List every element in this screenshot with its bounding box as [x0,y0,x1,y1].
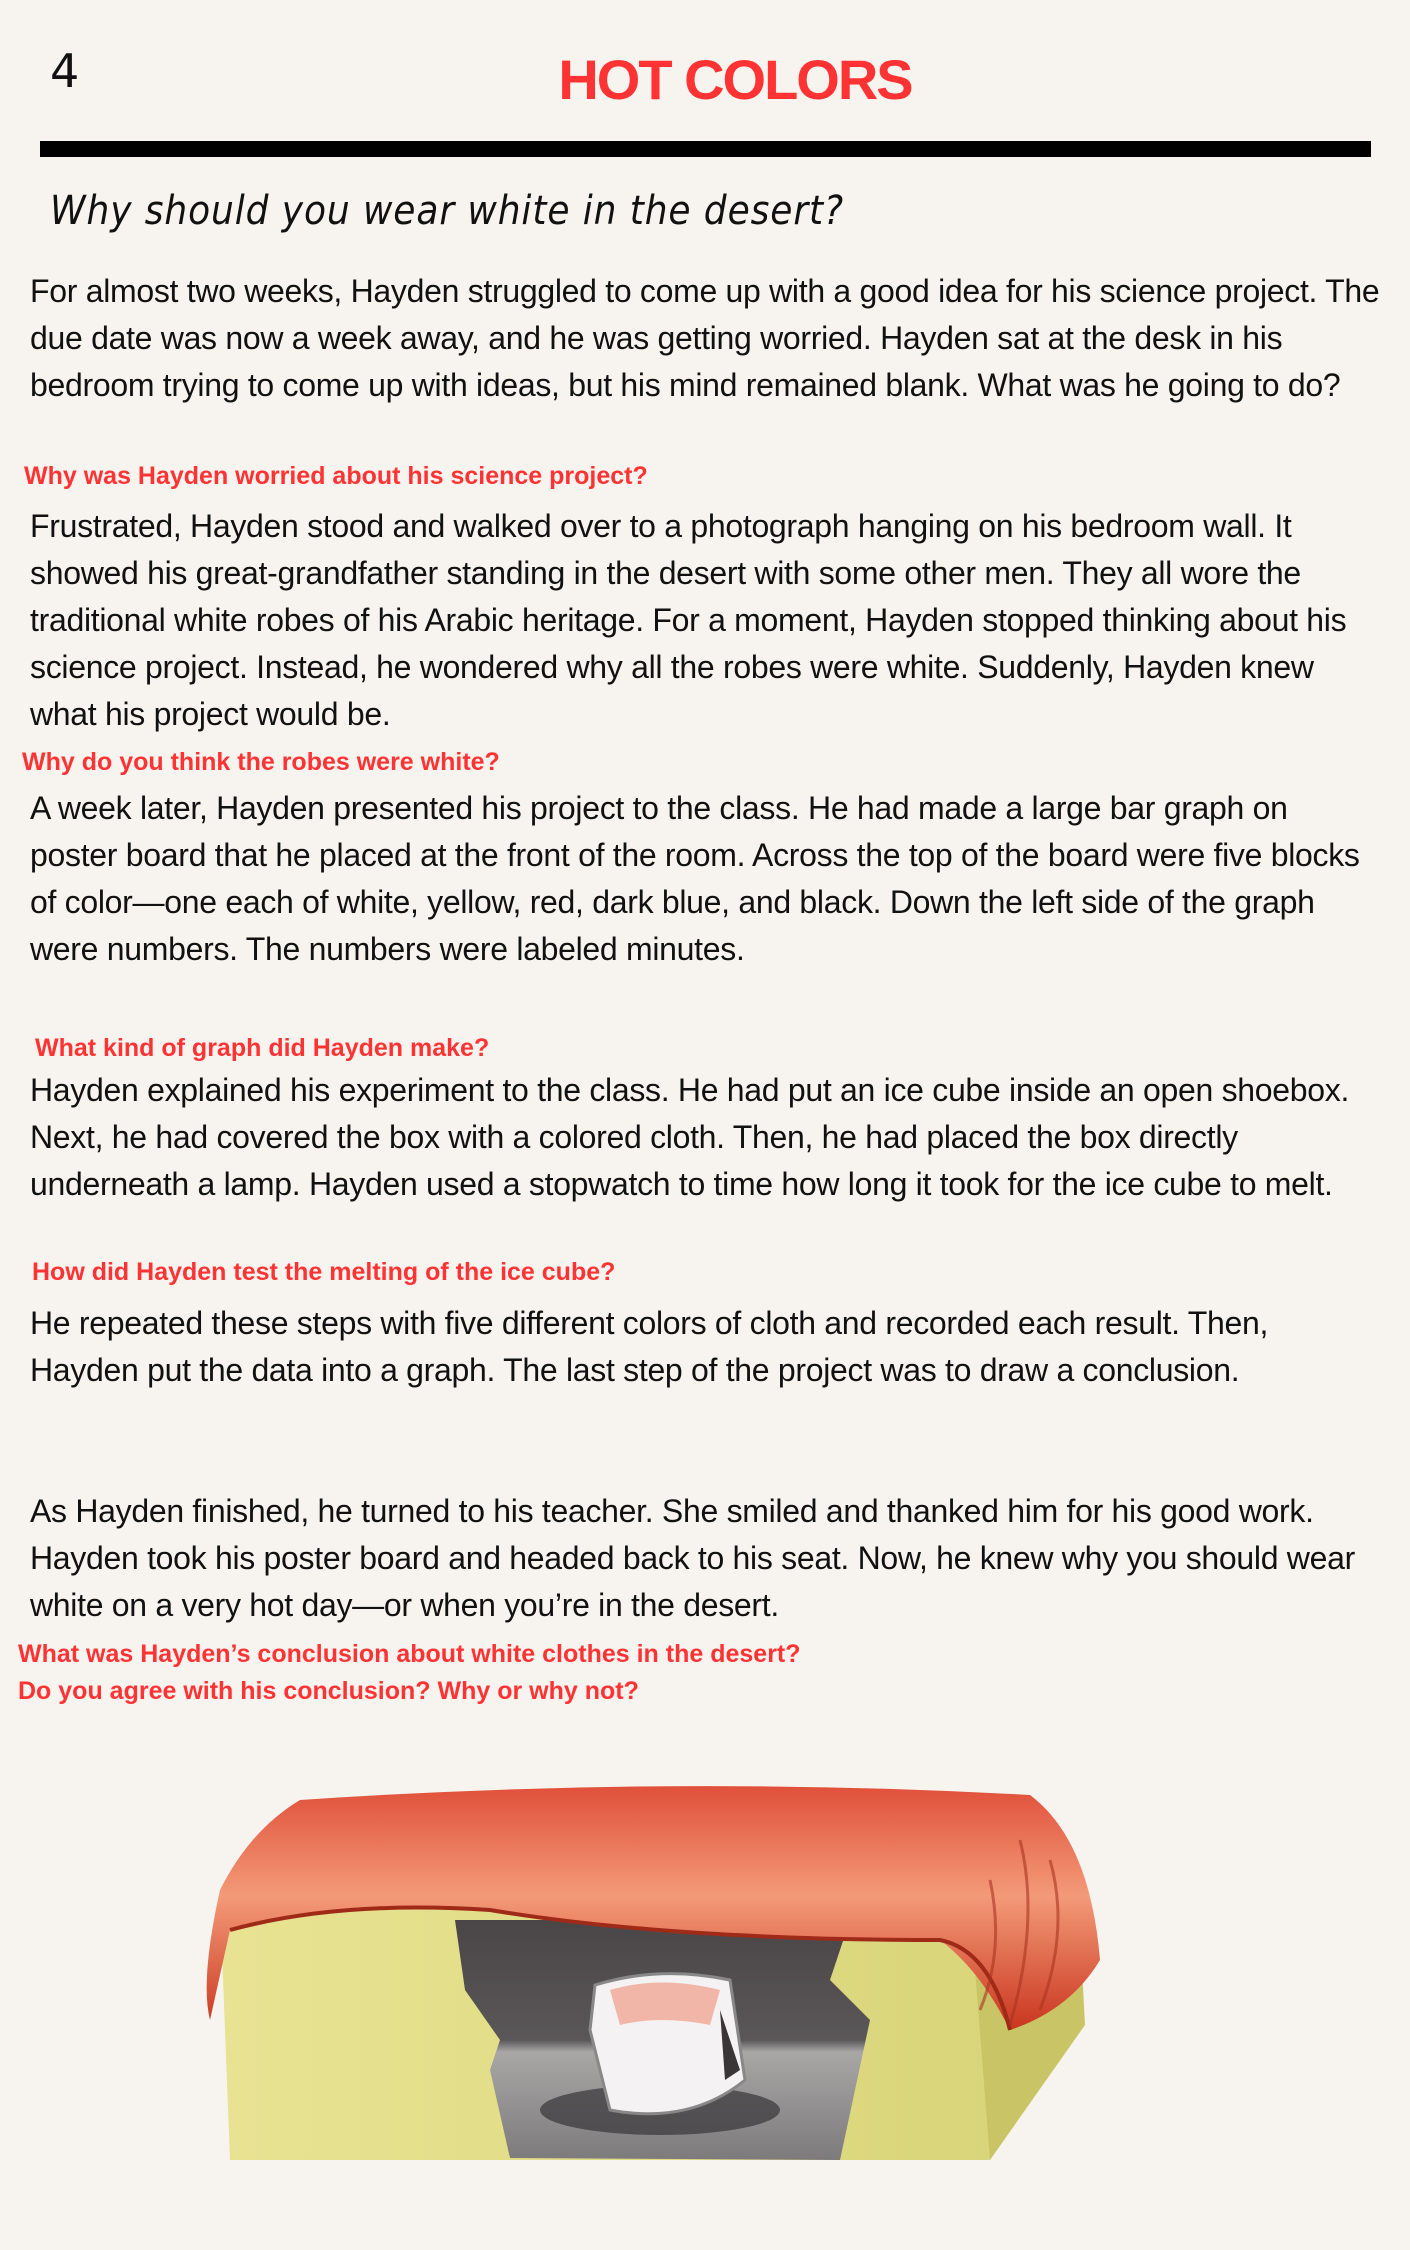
header-divider [40,141,1371,157]
question-2: Why do you think the robes were white? [22,748,500,776]
paragraph-3: A week later, Hayden presented his project to the class. He had made a large bar graph on poster board that he placed at the front of the room. Across the top of the board were five blocks of color—one each of white, yellow, red, dark blue, and black. Down the left side of the graph were numbers. The numbers were labeled minutes. [30,790,1360,967]
question-1: Why was Hayden worried about his science project? [24,462,648,490]
subtitle: Why should you wear white in the desert? [50,188,845,234]
question-3: What kind of graph did Hayden make? [35,1034,490,1062]
page-number: 4 [50,44,80,98]
page-title: HOT COLORS [558,48,912,111]
paragraph-1: For almost two weeks, Hayden struggled to come up with a good idea for his science project. The due date was now a week away, and he was getting worried. Hayden sat at the desk in his bedroom trying to come up with ideas, but his mind remained blank. What was he going to do? [30,273,1380,403]
question-6: Do you agree with his conclusion? Why or why not? [18,1677,639,1705]
shoebox-ice-cube-illustration [190,1780,1150,2170]
question-5: What was Hayden’s conclusion about white clothes in the desert? [18,1640,801,1668]
paragraph-6: As Hayden finished, he turned to his teacher. She smiled and thanked him for his good work. Hayden took his poster board and headed back to his seat. Now, he knew why you should wear white on a very hot day—or when you’re in the desert. [30,1493,1355,1623]
paragraph-4: Hayden explained his experiment to the class. He had put an ice cube inside an open shoebox. Next, he had covered the box with a colored cloth. Then, he had placed the box directly underneath a lamp. Hayden used a stopwatch to time how long it took for the ice cube to melt. [30,1072,1350,1202]
question-4: How did Hayden test the melting of the ice cube? [32,1258,616,1286]
paragraph-2: Frustrated, Hayden stood and walked over to a photograph hanging on his bedroom wall. It showed his great-grandfather standing in the desert with some other men. They all wore the traditional white robes of his Arabic heritage. For a moment, Hayden stopped thinking about his science project. Instead, he wondered why all the robes were white. Suddenly, Hayden knew what his project would be. [30,508,1347,732]
paragraph-5: He repeated these steps with five different colors of cloth and recorded each result. Then, Hayden put the data into a graph. The last step of the project was to draw a conclusion. [30,1305,1269,1388]
